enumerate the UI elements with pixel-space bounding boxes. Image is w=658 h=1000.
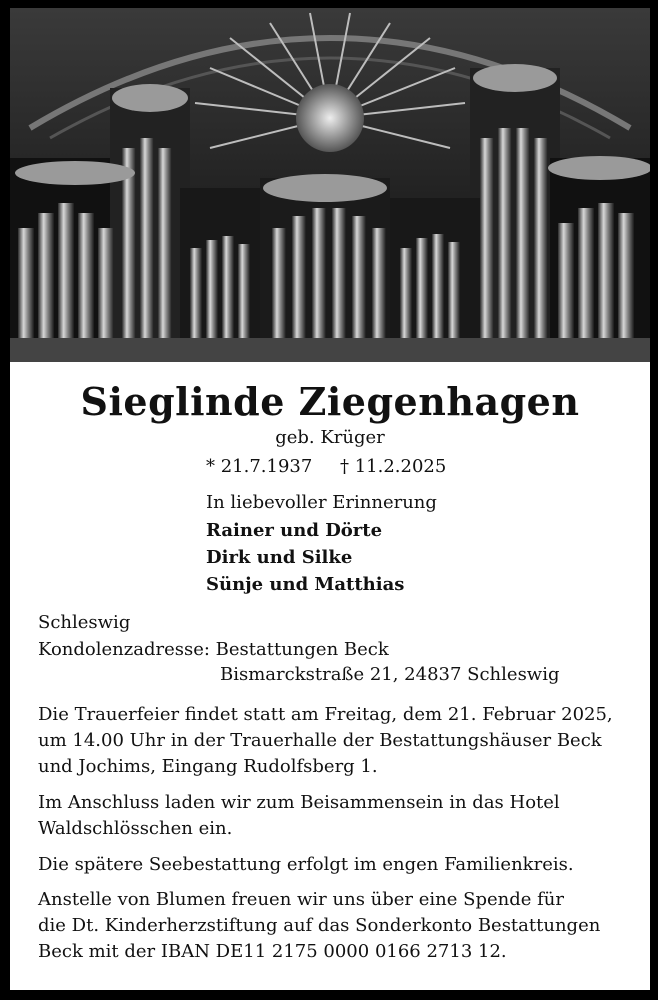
text-line: um 14.00 Uhr in der Trauerhalle der Bestattungshäuser Beck <box>38 730 602 751</box>
memory-line: In liebevoller Erinnerung <box>206 492 437 513</box>
deceased-name: Sieglinde Ziegenhagen <box>80 379 580 424</box>
life-dates <box>206 456 446 477</box>
burial-paragraph <box>38 852 574 878</box>
text-line: Anstelle von Blumen freuen wir uns über eine Spende für <box>38 889 564 910</box>
donation-paragraph <box>38 887 600 965</box>
mourner-name: Rainer und Dörte <box>206 520 383 541</box>
text-line: Im Anschluss laden wir zum Beisammensein in das Hotel <box>38 792 560 813</box>
text-line: Die Trauerfeier findet statt am Freitag, dem 21. Februar 2025, <box>38 704 613 725</box>
maiden-name: geb. Krüger <box>275 427 385 448</box>
notice-panel <box>10 362 650 990</box>
funeral-paragraph <box>38 702 613 780</box>
condolence-address: Bismarckstraße 21, 24837 Schleswig <box>220 664 560 685</box>
text-line: und Jochims, Eingang Rudolfsberg 1. <box>38 756 378 777</box>
text-line: Waldschlösschen ein. <box>38 818 233 839</box>
mourner-name: Dirk und Silke <box>206 547 353 568</box>
condolence-label: Kondolenzadresse: Bestattungen Beck <box>38 639 389 660</box>
text-line: Die spätere Seebestattung erfolgt im engen Familienkreis. <box>38 854 574 875</box>
text-line: die Dt. Kinderherzstiftung auf das Sonderkonto Bestattungen <box>38 915 601 936</box>
birth-date: * 21.7.1937 <box>206 456 313 477</box>
death-date: † 11.2.2025 <box>340 456 447 477</box>
city: Schleswig <box>38 612 131 633</box>
mourner-name: Sünje und Matthias <box>206 574 405 595</box>
organ-pipes-photo <box>10 8 650 362</box>
text-line: Beck mit der IBAN DE11 2175 0000 0166 2713 12. <box>38 941 507 962</box>
reception-paragraph <box>38 790 560 842</box>
